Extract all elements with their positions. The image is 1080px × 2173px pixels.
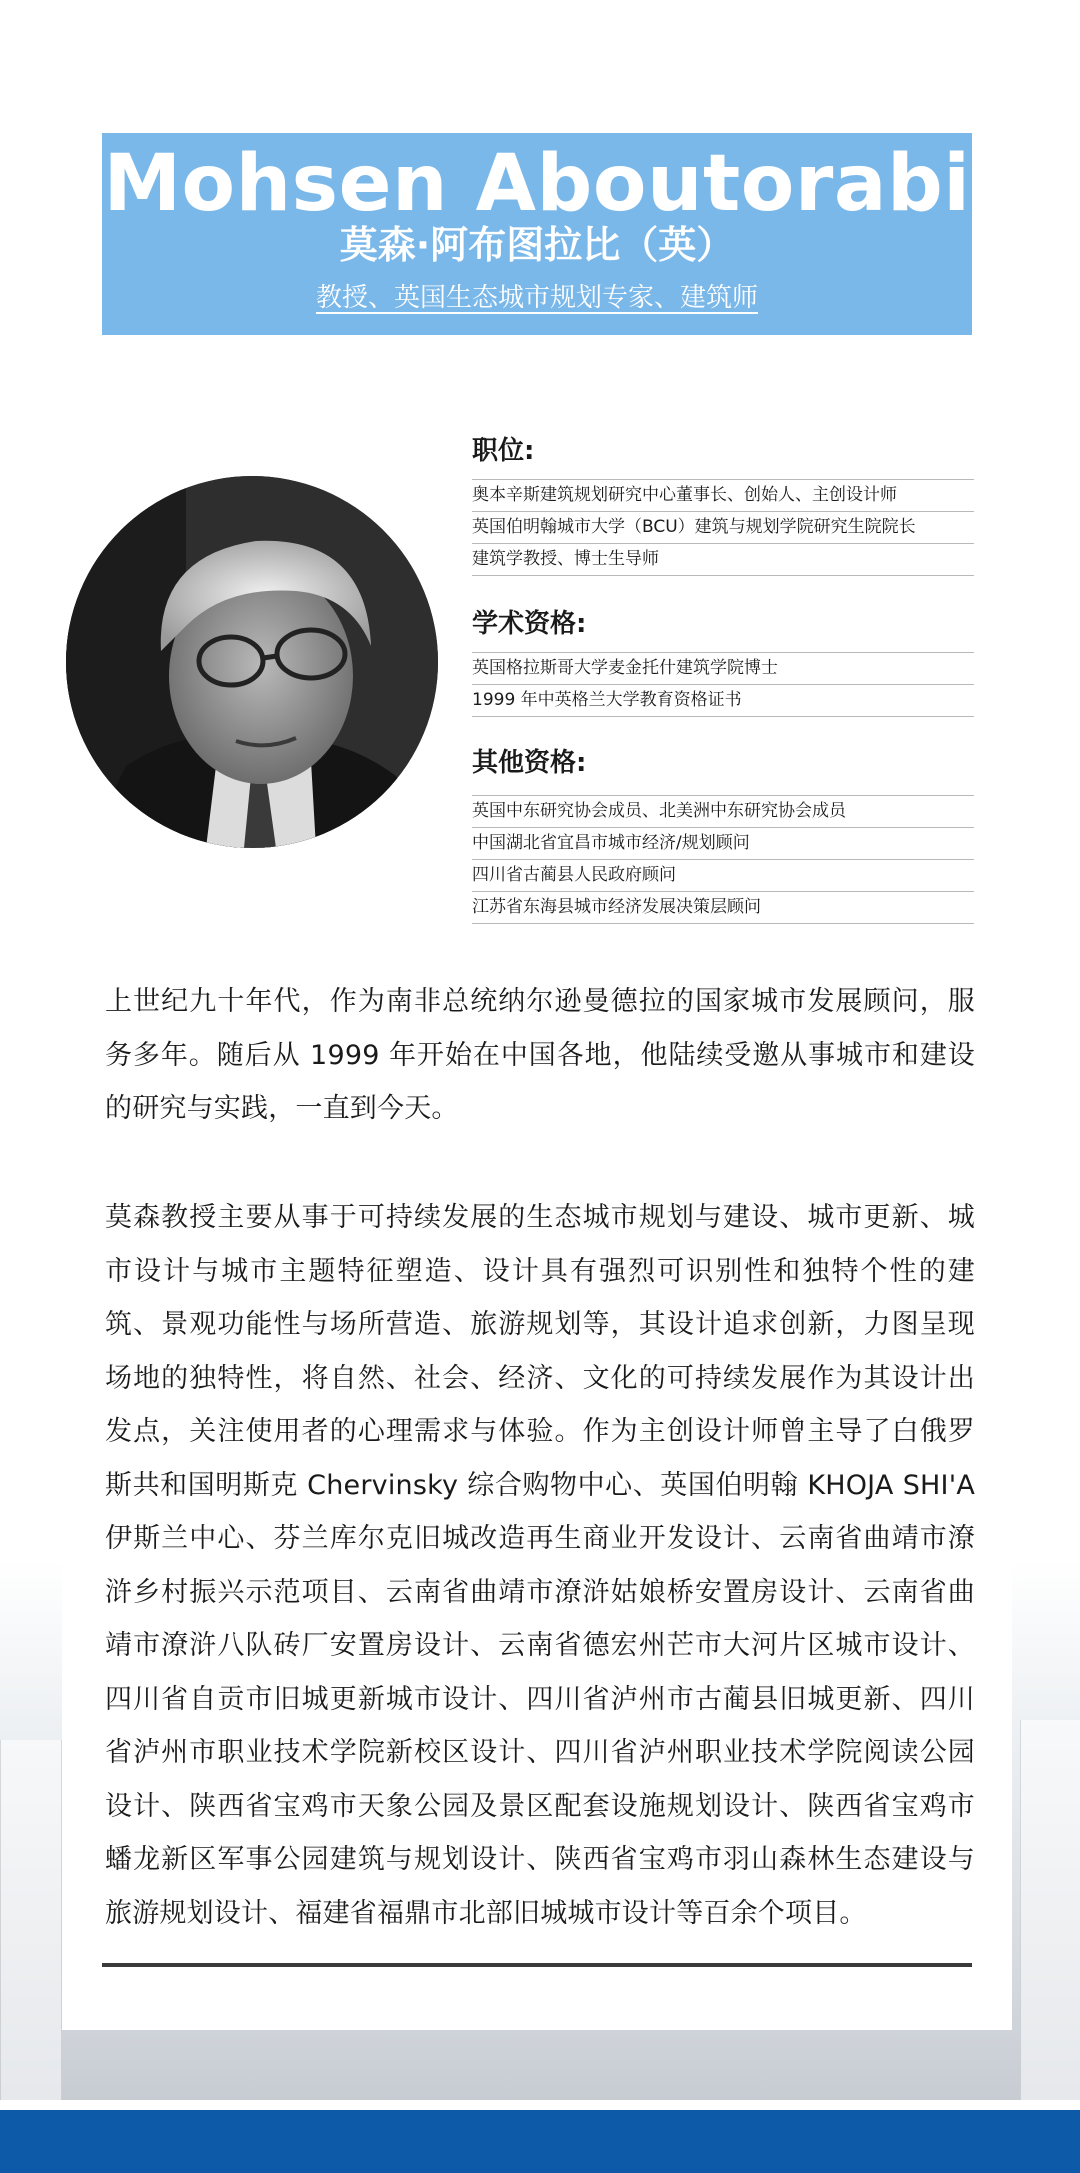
background-building — [0, 1740, 62, 2100]
position-list — [472, 479, 974, 576]
section-heading-academic: 学术资格: — [472, 609, 587, 639]
english-name: Mohsen Aboutorabi — [103, 139, 971, 229]
list-item: 建筑学教授、博士生导师 — [472, 543, 974, 576]
other-list — [472, 795, 974, 924]
career-paragraph: 莫森教授主要从事于可持续发展的生态城市规划与建设、城市更新、城市设计与城市主题特征塑造、设计具有强烈可识别性和独特个性的建筑、景观功能性与场所营造、旅游规划等，其设计追求创新，力图呈现场地的独特性，将自然、社会、经济、文化的可持续发展作为其设计出发点，关注使用者的心理需求与体验。作为主创设计师曾主导了白俄罗斯共和国明斯克 Chervinsky 综合购物中心、英国伯明翰 KHOJA SHI'A 伊斯兰中心、芬兰库尔克旧城改造再生商业开发设计、云南省曲靖市潦浒乡村振兴示范项目、云南省曲靖市潦浒姑娘桥安置房设计、云南省曲靖市潦浒八队砖厂安置房设计、云南省德宏州芒市大河片区城市设计、四川省自贡市旧城更新城市设计、四川省泸州市古蔺县旧城更新、四川省泸州市职业技术学院新校区设计、四川省泸州职业技术学院阅读公园设计、陕西省宝鸡市天象公园及景区配套设施规划设计、陕西省宝鸡市蟠龙新区军事公园建筑与规划设计、陕西省宝鸡市羽山森林生态建设与旅游规划设计、福建省福鼎市北部旧城城市设计等百余个项目。 — [105, 1202, 975, 1929]
list-item: 英国格拉斯哥大学麦金托什建筑学院博士 — [472, 652, 974, 684]
section-heading-position: 职位: — [472, 436, 535, 466]
section-heading-other: 其他资格: — [472, 748, 587, 778]
list-item: 英国中东研究协会成员、北美洲中东研究协会成员 — [472, 795, 974, 827]
chinese-name: 莫森·阿布图拉比（英） — [339, 223, 735, 267]
list-item: 江苏省东海县城市经济发展决策层顾问 — [472, 891, 974, 924]
footer-band — [0, 2110, 1080, 2173]
list-item: 1999 年中英格兰大学教育资格证书 — [472, 684, 974, 717]
academic-list — [472, 652, 974, 717]
list-item: 英国伯明翰城市大学（BCU）建筑与规划学院研究生院院长 — [472, 511, 974, 543]
background-building — [1020, 1720, 1080, 2100]
list-item: 奥本辛斯建筑规划研究中心董事长、创始人、主创设计师 — [472, 479, 974, 511]
list-item: 四川省古蔺县人民政府顾问 — [472, 859, 974, 891]
list-item: 中国湖北省宜昌市城市经济/规划顾问 — [472, 827, 974, 859]
portrait-photo — [66, 476, 438, 848]
header-banner — [102, 133, 972, 335]
bottom-divider — [102, 1963, 972, 1967]
intro-paragraph: 上世纪九十年代，作为南非总统纳尔逊曼德拉的国家城市发展顾问，服务多年。随后从 1999 年开始在中国各地，他陆续受邀从事城市和建设的研究与实践，一直到今天。 — [105, 986, 975, 1124]
job-title: 教授、英国生态城市规划专家、建筑师 — [315, 283, 758, 313]
